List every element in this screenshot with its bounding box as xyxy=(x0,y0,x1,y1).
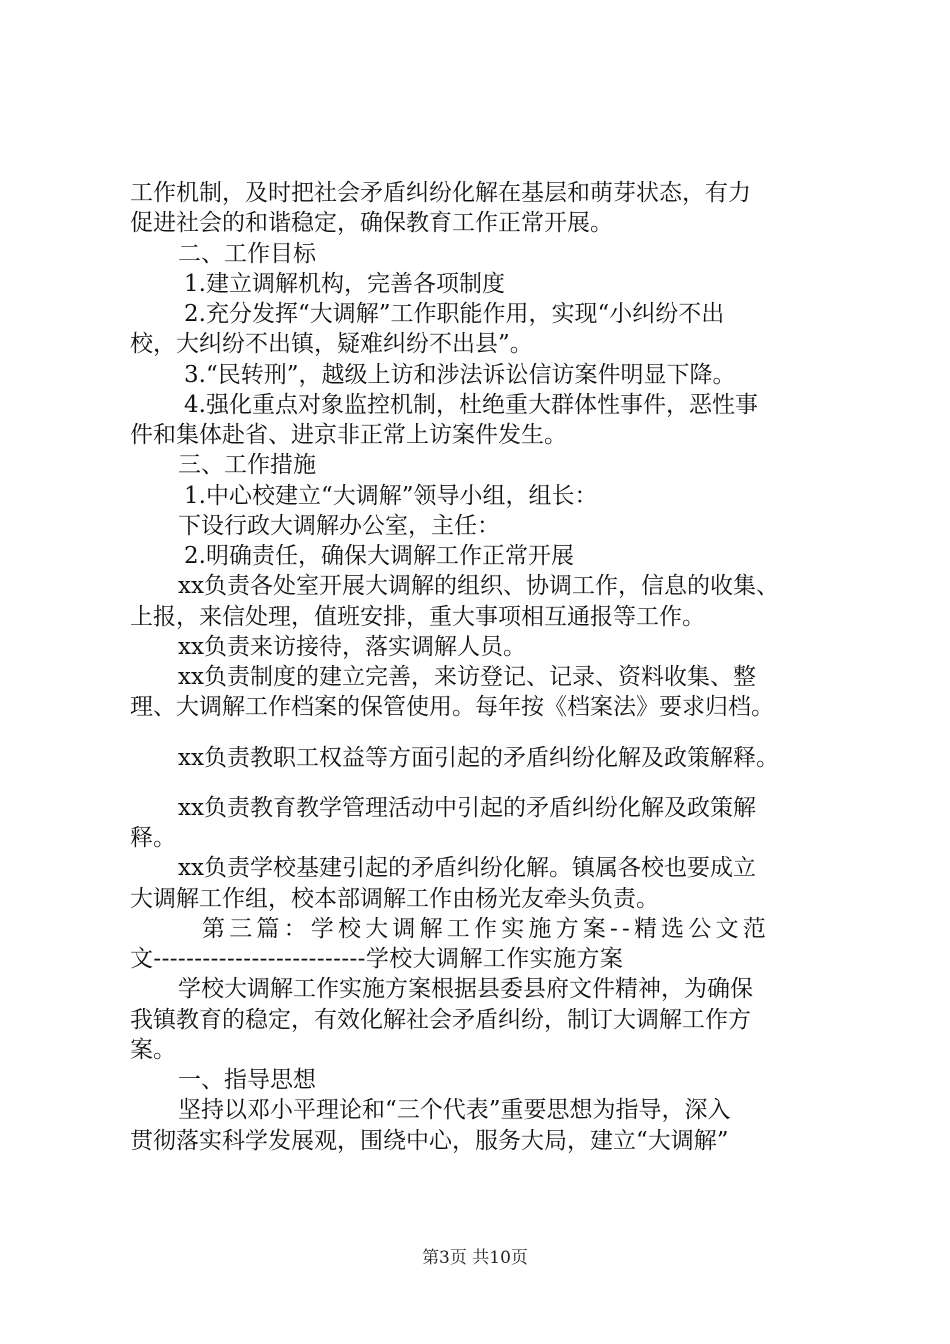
text-line: 学校大调解工作实施方案根据县委县府文件精神，为确保 xyxy=(178,976,753,1003)
list-item: 4.强化重点对象监控机制，杜绝重大群体性事件，恶性事 xyxy=(184,391,758,418)
text-line: 校，大纠纷不出镇，疑难纠纷不出县”。 xyxy=(130,331,533,358)
text-line: 大调解工作组，校本部调解工作由杨光友牵头负责。 xyxy=(130,885,659,912)
text-line: 释。 xyxy=(130,825,176,851)
text-line: 理、大调解工作档案的保管使用。每年按《档案法》要求归档。 xyxy=(130,694,774,721)
text-line: 件和集体赴省、进京非正常上访案件发生。 xyxy=(130,422,567,448)
article-title-continued: 文--------------------------学校大调解工作实施方案 xyxy=(130,946,624,972)
list-item: 1.中心校建立“大调解”领导小组，组长： xyxy=(184,482,598,509)
paragraph-gap xyxy=(130,723,830,743)
section-heading: 一、指导思想 xyxy=(178,1067,316,1093)
section-heading: 二、工作目标 xyxy=(178,240,316,267)
section-heading: 三、工作措施 xyxy=(178,452,316,479)
page-number-footer: 第3页 共10页 xyxy=(422,1248,528,1268)
paragraph-gap xyxy=(130,773,830,793)
text-line: 坚持以邓小平理论和“三个代表”重要思想为指导，深入 xyxy=(178,1097,731,1124)
text-line: 我镇教育的稳定，有效化解社会矛盾纠纷，制订大调解工作方 xyxy=(130,1006,751,1033)
text-line: 促进社会的和谐稳定，确保教育工作正常开展。 xyxy=(130,210,613,237)
text-line: xx负责教职工权益等方面引起的矛盾纠纷化解及政策解释。 xyxy=(178,744,779,771)
text-line: 下设行政大调解办公室，主任： xyxy=(178,512,500,539)
text-line: xx负责学校基建引起的矛盾纠纷化解。镇属各校也要成立 xyxy=(178,855,756,882)
document-body xyxy=(130,178,830,1156)
text-line: 工作机制，及时把社会矛盾纠纷化解在基层和萌芽状态，有力 xyxy=(130,180,751,206)
article-title: 第三篇：学校大调解工作实施方案--精选公文范 xyxy=(202,915,770,942)
text-line: 上报，来信处理，值班安排，重大事项相互通报等工作。 xyxy=(130,603,705,630)
list-item: 2.充分发挥“大调解”工作职能作用，实现“小纠纷不出 xyxy=(184,301,725,327)
list-item: 1.建立调解机构，完善各项制度 xyxy=(184,270,505,297)
text-line: 案。 xyxy=(130,1036,176,1063)
text-line: xx负责来访接待，落实调解人员。 xyxy=(178,633,526,660)
text-line: xx负责教育教学管理活动中引起的矛盾纠纷化解及政策解 xyxy=(178,794,756,821)
text-line: xx负责制度的建立完善，来访登记、记录、资料收集、整 xyxy=(178,664,756,690)
text-line: xx负责各处室开展大调解的组织、协调工作，信息的收集、 xyxy=(178,573,779,600)
list-item: 3.“民转刑”，越级上访和涉法诉讼信访案件明显下降。 xyxy=(184,361,736,388)
list-item: 2.明确责任，确保大调解工作正常开展 xyxy=(184,543,574,569)
text-line: 贯彻落实科学发展观，围绕中心，服务大局，建立“大调解” xyxy=(130,1127,729,1154)
